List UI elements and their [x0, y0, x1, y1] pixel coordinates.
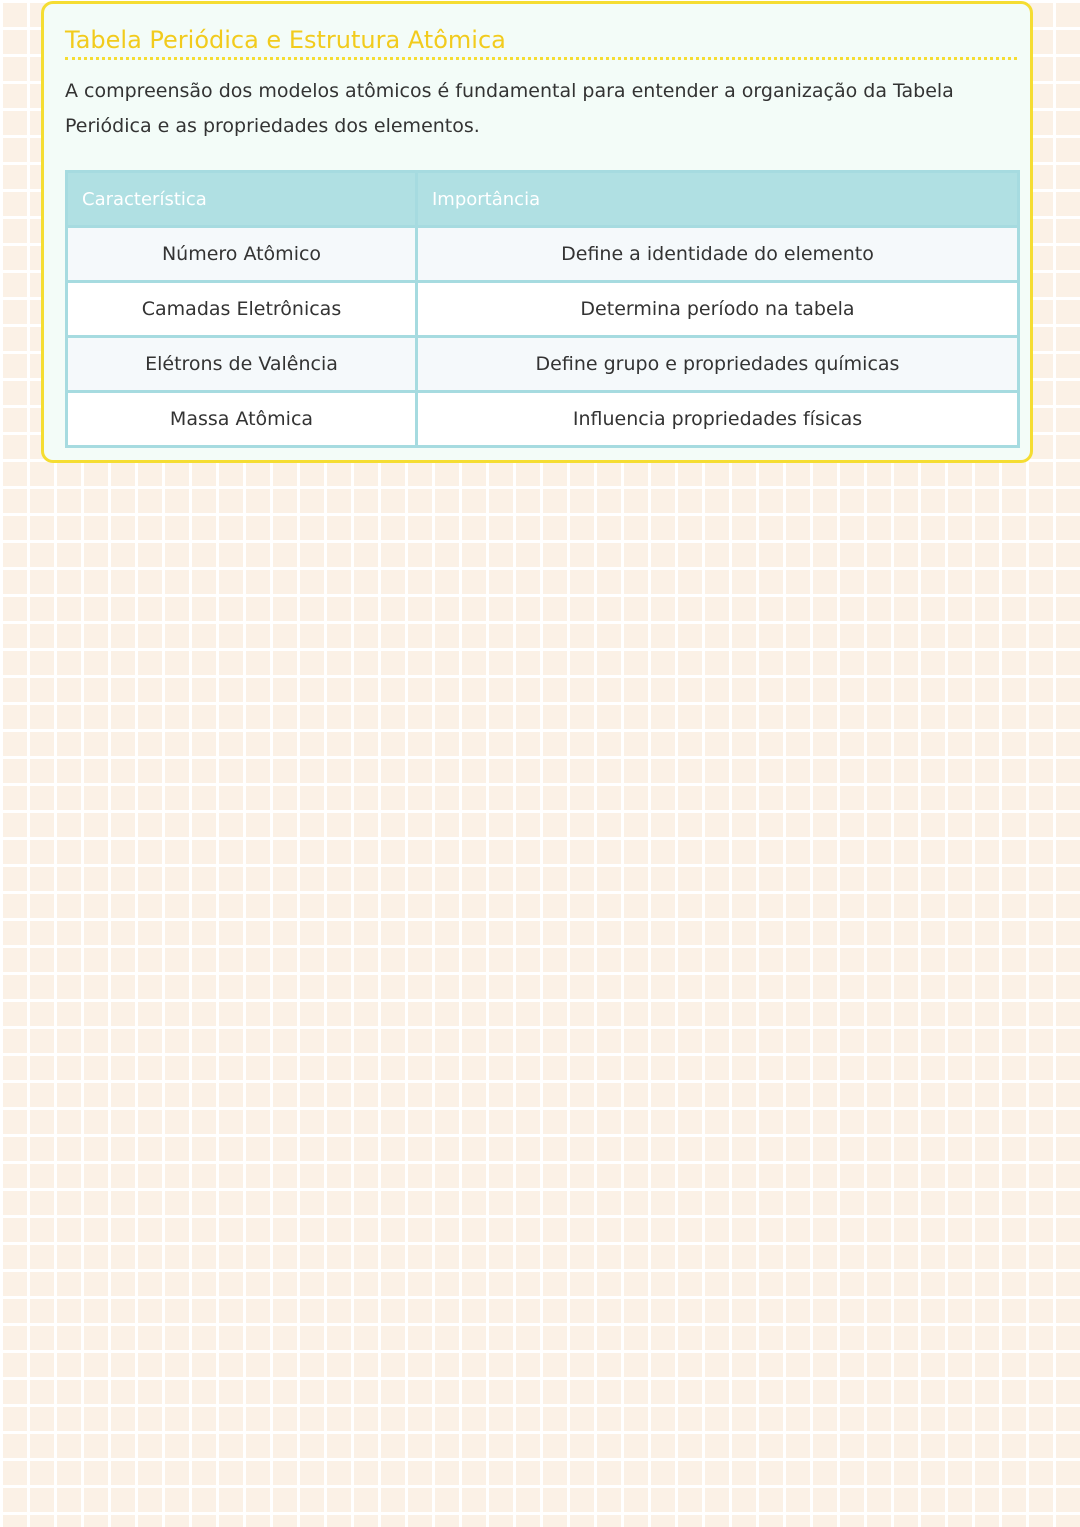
- intro-paragraph: A compreensão dos modelos atômicos é fundamental para entender a organização da Tabela Periódica e as propriedades dos elementos.: [65, 80, 954, 137]
- table-cell-caracteristica: Camadas Eletrônicas: [67, 282, 417, 337]
- table-row: [67, 227, 1019, 282]
- column-header-importancia: Importância: [417, 172, 1019, 227]
- table-cell-caracteristica: Massa Atômica: [67, 392, 417, 447]
- data-table: [65, 170, 1020, 448]
- table-cell-caracteristica: Elétrons de Valência: [67, 337, 417, 392]
- info-card: [41, 1, 1033, 463]
- table-row: [67, 392, 1019, 447]
- table-cell-importancia: Determina período na tabela: [417, 282, 1019, 337]
- table-cell-importancia: Define a identidade do elemento: [417, 227, 1019, 282]
- table-cell-importancia: Define grupo e propriedades químicas: [417, 337, 1019, 392]
- table-row: [67, 337, 1019, 392]
- table-cell-caracteristica: Número Atômico: [67, 227, 417, 282]
- column-header-caracteristica: Característica: [67, 172, 417, 227]
- table-container: [65, 170, 1017, 448]
- table-cell-importancia: Influencia propriedades físicas: [417, 392, 1019, 447]
- card-title: Tabela Periódica e Estrutura Atômica: [65, 24, 1017, 60]
- table-row: [67, 282, 1019, 337]
- table-header-row: [67, 172, 1019, 227]
